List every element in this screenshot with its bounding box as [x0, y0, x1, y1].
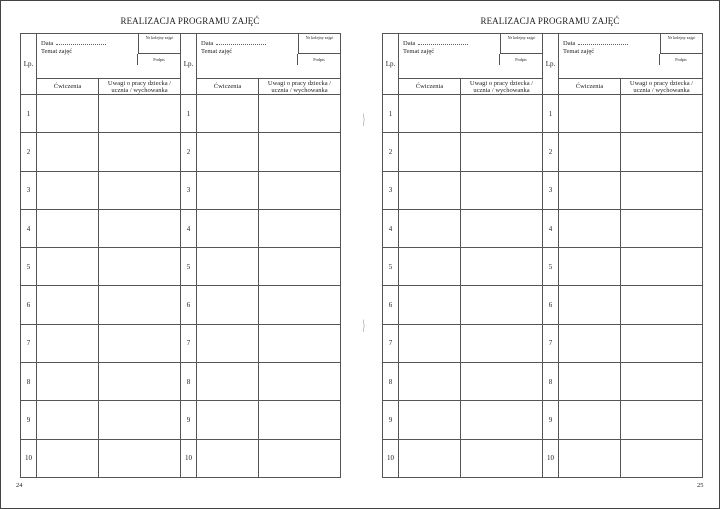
table-row — [383, 286, 703, 324]
table-row — [21, 286, 341, 324]
exercise-cell[interactable] — [559, 286, 621, 324]
row-number: 2 — [21, 133, 37, 171]
row-number: 4 — [543, 209, 559, 247]
remarks-cell[interactable] — [259, 248, 341, 286]
row-number: 3 — [21, 171, 37, 209]
session-grid — [382, 33, 703, 476]
row-number: 8 — [543, 363, 559, 401]
exercises-header: Ćwiczenia — [197, 79, 259, 95]
remarks-cell[interactable] — [259, 363, 341, 401]
row-number: 8 — [383, 363, 399, 401]
remarks-cell[interactable] — [461, 95, 543, 133]
exercise-cell[interactable] — [37, 248, 99, 286]
session-number-box[interactable]: Nr kolejny zajęć — [500, 34, 542, 54]
session-meta-cell[interactable] — [399, 34, 543, 79]
remarks-cell[interactable] — [621, 401, 703, 439]
exercise-cell[interactable] — [559, 401, 621, 439]
session-grid — [20, 33, 341, 476]
fold-mark: ⟩ — [362, 113, 366, 128]
table-row — [21, 401, 341, 439]
row-number: 9 — [543, 401, 559, 439]
exercise-cell[interactable] — [559, 439, 621, 477]
fold-mark: ⟩ — [362, 319, 366, 334]
exercise-cell[interactable] — [399, 248, 461, 286]
table-row — [21, 133, 341, 171]
session-number-box[interactable]: Nr kolejny zajęć — [660, 34, 702, 54]
lp-header: Lp. — [383, 34, 399, 95]
row-number: 3 — [543, 171, 559, 209]
date-dotted-line — [216, 44, 266, 45]
date-label: Data — [403, 40, 416, 47]
remarks-cell[interactable] — [99, 363, 181, 401]
sessions-table — [20, 33, 341, 478]
remarks-cell[interactable] — [99, 95, 181, 133]
remarks-cell[interactable] — [461, 401, 543, 439]
exercises-header: Ćwiczenia — [37, 79, 99, 95]
row-number: 9 — [383, 401, 399, 439]
row-number: 5 — [181, 248, 197, 286]
page-title: REALIZACJA PROGRAMU ZAJĘĆ — [480, 16, 620, 26]
exercise-cell[interactable] — [37, 133, 99, 171]
remarks-cell[interactable] — [461, 133, 543, 171]
row-number: 7 — [21, 324, 37, 362]
remarks-cell[interactable] — [461, 248, 543, 286]
table-row — [21, 324, 341, 362]
exercise-cell[interactable] — [399, 209, 461, 247]
exercise-cell[interactable] — [197, 286, 259, 324]
remarks-header: Uwagi o pracy dziecka / ucznia / wychowanka — [461, 79, 543, 95]
date-label: Data — [41, 40, 54, 47]
topic-label: Temat zajęć — [403, 48, 435, 55]
remarks-cell[interactable] — [99, 171, 181, 209]
session-number-box[interactable]: Nr kolejny zajęć — [298, 34, 340, 54]
table-row — [383, 439, 703, 477]
remarks-cell[interactable] — [621, 439, 703, 477]
date-label: Data — [201, 40, 214, 47]
exercise-cell[interactable] — [37, 324, 99, 362]
row-number: 5 — [543, 248, 559, 286]
exercises-header: Ćwiczenia — [559, 79, 621, 95]
exercise-cell[interactable] — [399, 133, 461, 171]
session-meta-cell[interactable] — [197, 34, 341, 79]
row-number: 4 — [21, 209, 37, 247]
lp-header: Lp. — [21, 34, 37, 95]
date-label: Data — [563, 40, 576, 47]
exercise-cell[interactable] — [399, 324, 461, 362]
remarks-cell[interactable] — [621, 324, 703, 362]
sessions-table — [382, 33, 703, 478]
topic-label: Temat zajęć — [41, 48, 73, 55]
row-number: 1 — [181, 95, 197, 133]
remarks-cell[interactable] — [621, 248, 703, 286]
row-number: 10 — [21, 439, 37, 477]
signature-box[interactable]: Podpis — [499, 54, 542, 65]
exercise-cell[interactable] — [559, 363, 621, 401]
row-number: 5 — [21, 248, 37, 286]
row-number: 1 — [543, 95, 559, 133]
exercise-cell[interactable] — [197, 95, 259, 133]
remarks-cell[interactable] — [259, 95, 341, 133]
exercise-cell[interactable] — [37, 95, 99, 133]
exercise-cell[interactable] — [197, 401, 259, 439]
row-number: 4 — [383, 209, 399, 247]
exercise-cell[interactable] — [399, 363, 461, 401]
exercise-cell[interactable] — [559, 171, 621, 209]
table-row — [383, 324, 703, 362]
remarks-header: Uwagi o pracy dziecka / ucznia / wychowanka — [259, 79, 341, 95]
exercise-cell[interactable] — [399, 439, 461, 477]
exercise-cell[interactable] — [37, 439, 99, 477]
remarks-cell[interactable] — [621, 363, 703, 401]
table-row — [21, 95, 341, 133]
exercise-cell[interactable] — [37, 209, 99, 247]
remarks-cell[interactable] — [461, 209, 543, 247]
exercise-cell[interactable] — [37, 171, 99, 209]
exercise-cell[interactable] — [197, 439, 259, 477]
exercise-cell[interactable] — [399, 95, 461, 133]
date-field[interactable] — [563, 40, 628, 47]
signature-box[interactable]: Podpis — [659, 54, 702, 65]
row-number: 2 — [543, 133, 559, 171]
row-number: 6 — [383, 286, 399, 324]
remarks-cell[interactable] — [99, 133, 181, 171]
topic-label: Temat zajęć — [563, 48, 595, 55]
page-right — [360, 0, 720, 509]
signature-box[interactable]: Podpis — [137, 54, 180, 65]
row-number: 7 — [383, 324, 399, 362]
row-number: 3 — [383, 171, 399, 209]
table-row — [21, 209, 341, 247]
exercise-cell[interactable] — [197, 133, 259, 171]
row-number: 8 — [21, 363, 37, 401]
date-dotted-line — [56, 44, 106, 45]
date-field[interactable] — [41, 40, 106, 47]
table-row — [21, 248, 341, 286]
remarks-cell[interactable] — [99, 324, 181, 362]
date-dotted-line — [578, 44, 628, 45]
row-number: 6 — [21, 286, 37, 324]
exercise-cell[interactable] — [399, 286, 461, 324]
remarks-cell[interactable] — [621, 286, 703, 324]
table-row — [383, 248, 703, 286]
row-number: 7 — [543, 324, 559, 362]
remarks-cell[interactable] — [259, 324, 341, 362]
lp-header: Lp. — [543, 34, 559, 95]
table-row — [383, 209, 703, 247]
remarks-cell[interactable] — [99, 209, 181, 247]
row-number: 6 — [181, 286, 197, 324]
exercise-cell[interactable] — [37, 363, 99, 401]
remarks-cell[interactable] — [259, 209, 341, 247]
exercises-header: Ćwiczenia — [399, 79, 461, 95]
remarks-header: Uwagi o pracy dziecka / ucznia / wychowanka — [99, 79, 181, 95]
session-number-box[interactable]: Nr kolejny zajęć — [138, 34, 180, 54]
remarks-header: Uwagi o pracy dziecka / ucznia / wychowanka — [621, 79, 703, 95]
row-number: 9 — [181, 401, 197, 439]
remarks-cell[interactable] — [621, 95, 703, 133]
topic-label: Temat zajęć — [201, 48, 233, 55]
exercise-cell[interactable] — [559, 324, 621, 362]
remarks-cell[interactable] — [621, 171, 703, 209]
table-row — [383, 363, 703, 401]
exercise-cell[interactable] — [37, 401, 99, 439]
session-meta-cell[interactable] — [559, 34, 703, 79]
remarks-cell[interactable] — [99, 286, 181, 324]
exercise-cell[interactable] — [197, 171, 259, 209]
row-number: 1 — [383, 95, 399, 133]
exercise-cell[interactable] — [399, 401, 461, 439]
table-row — [21, 439, 341, 477]
row-number: 4 — [181, 209, 197, 247]
row-number: 10 — [543, 439, 559, 477]
table-row — [21, 171, 341, 209]
exercise-cell[interactable] — [559, 133, 621, 171]
table-row — [21, 363, 341, 401]
row-number: 10 — [383, 439, 399, 477]
table-row — [383, 133, 703, 171]
exercise-cell[interactable] — [37, 286, 99, 324]
remarks-cell[interactable] — [259, 133, 341, 171]
remarks-cell[interactable] — [259, 401, 341, 439]
date-field[interactable] — [403, 40, 468, 47]
exercise-cell[interactable] — [197, 363, 259, 401]
exercise-cell[interactable] — [197, 209, 259, 247]
lp-header: Lp. — [181, 34, 197, 95]
table-row — [383, 95, 703, 133]
remarks-cell[interactable] — [461, 363, 543, 401]
remarks-cell[interactable] — [621, 133, 703, 171]
row-number: 7 — [181, 324, 197, 362]
session-meta-cell[interactable] — [37, 34, 181, 79]
date-dotted-line — [418, 44, 468, 45]
remarks-cell[interactable] — [99, 401, 181, 439]
exercise-cell[interactable] — [559, 248, 621, 286]
page-number: 24 — [16, 482, 23, 489]
table-row — [383, 401, 703, 439]
exercise-cell[interactable] — [197, 248, 259, 286]
table-row — [383, 171, 703, 209]
row-number: 1 — [21, 95, 37, 133]
remarks-cell[interactable] — [621, 209, 703, 247]
row-number: 5 — [383, 248, 399, 286]
remarks-cell[interactable] — [259, 439, 341, 477]
row-number: 6 — [543, 286, 559, 324]
page-title: REALIZACJA PROGRAMU ZAJĘĆ — [120, 16, 260, 26]
row-number: 10 — [181, 439, 197, 477]
date-field[interactable] — [201, 40, 266, 47]
row-number: 2 — [181, 133, 197, 171]
signature-box[interactable]: Podpis — [297, 54, 340, 65]
remarks-cell[interactable] — [461, 324, 543, 362]
row-number: 2 — [383, 133, 399, 171]
remarks-cell[interactable] — [461, 439, 543, 477]
exercise-cell[interactable] — [197, 324, 259, 362]
remarks-cell[interactable] — [99, 439, 181, 477]
row-number: 9 — [21, 401, 37, 439]
remarks-cell[interactable] — [99, 248, 181, 286]
exercise-cell[interactable] — [559, 209, 621, 247]
remarks-cell[interactable] — [461, 171, 543, 209]
remarks-cell[interactable] — [259, 171, 341, 209]
row-number: 3 — [181, 171, 197, 209]
exercise-cell[interactable] — [559, 95, 621, 133]
remarks-cell[interactable] — [259, 286, 341, 324]
row-number: 8 — [181, 363, 197, 401]
exercise-cell[interactable] — [399, 171, 461, 209]
page-number: 25 — [697, 482, 704, 489]
remarks-cell[interactable] — [461, 286, 543, 324]
